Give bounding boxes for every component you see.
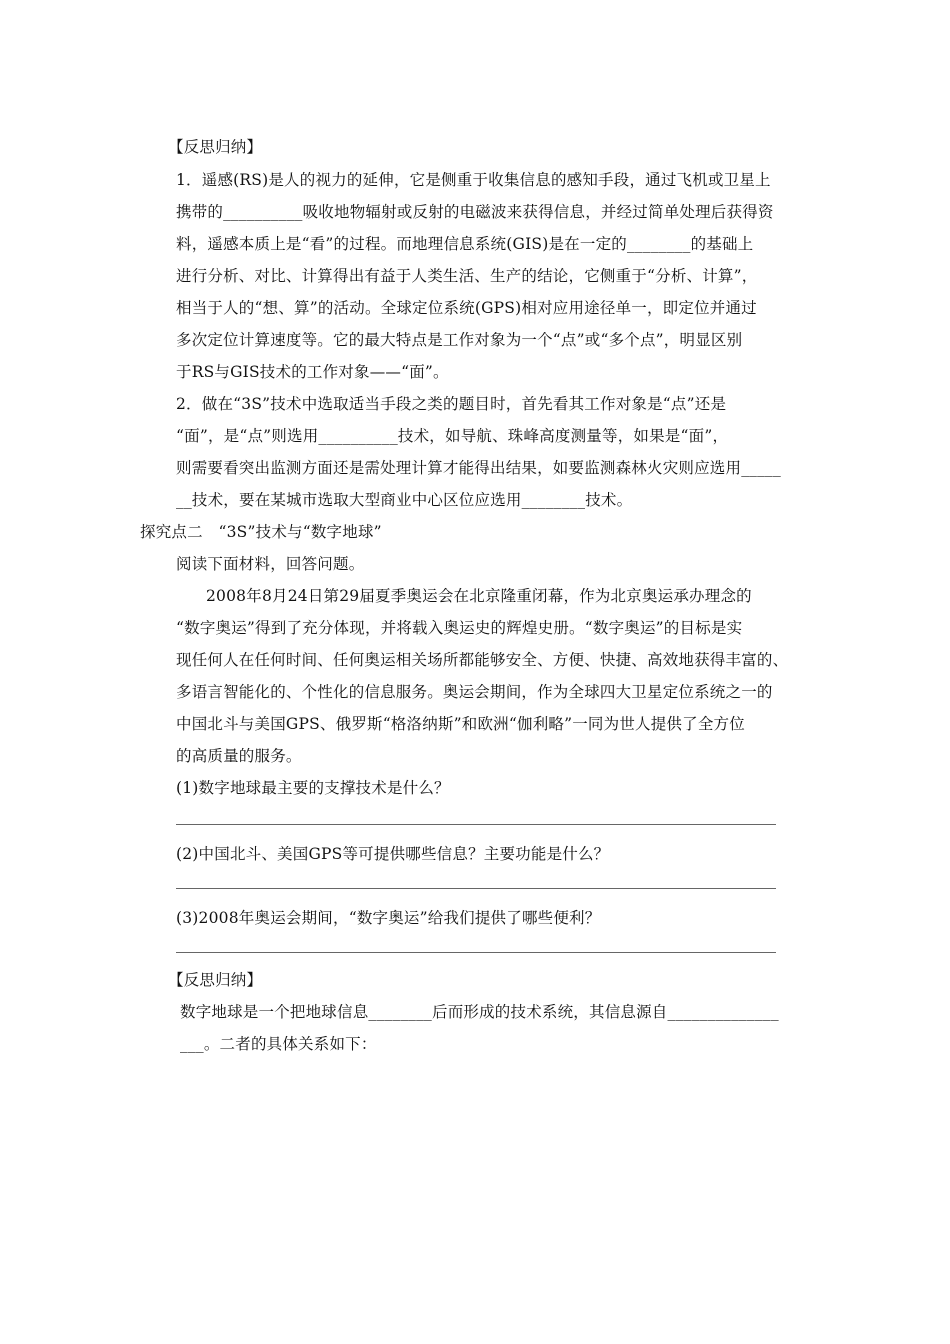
reflection-1-line-10: 则需要看突出监测方面还是需处理计算才能得出结果，如要监测森林火灾则应选用_____ bbox=[176, 459, 781, 477]
reflection-1-line-2: 携带的__________吸收地物辐射或反射的电磁波来获得信息，并经过简单处理后获得资 bbox=[176, 203, 774, 221]
reflection-1-line-7: 于RS与GIS技术的工作对象——“面”。 bbox=[176, 363, 449, 381]
material-line-2: “数字奥运”得到了充分体现，并将载入奥运史的辉煌史册。“数字奥运”的目标是实 bbox=[176, 619, 743, 637]
reflection-heading-1: 【反思归纳】 bbox=[168, 138, 263, 156]
reflection-heading-2: 【反思归纳】 bbox=[168, 971, 263, 989]
reflection-1-line-5: 相当于人的“想、算”的活动。全球定位系统(GPS)相对应用途径单一，即定位并通过 bbox=[176, 299, 757, 317]
question-1: (1)数字地球最主要的支撑技术是什么？ bbox=[176, 779, 450, 797]
reflection-1-line-3: 料，遥感本质上是“看”的过程。而地理信息系统(GIS)是在一定的________的基础上 bbox=[176, 235, 754, 253]
material-line-5: 中国北斗与美国GPS、俄罗斯“格洛纳斯”和欧洲“伽利略”一同为世人提供了全方位 bbox=[176, 715, 745, 733]
reading-instruction: 阅读下面材料，回答问题。 bbox=[176, 555, 365, 573]
answer-line-2[interactable] bbox=[176, 888, 776, 889]
question-3: (3)2008年奥运会期间，“数字奥运”给我们提供了哪些便利？ bbox=[176, 909, 601, 927]
material-line-1: 2008年8月24日第29届夏季奥运会在北京隆重闭幕，作为北京奥运承办理念的 bbox=[206, 587, 752, 605]
material-line-6: 的高质量的服务。 bbox=[176, 747, 302, 765]
reflection-1-line-6: 多次定位计算速度等。它的最大特点是工作对象为一个“点”或“多个点”，明显区别 bbox=[176, 331, 743, 349]
reflection-1-line-11: __技术，要在某城市选取大型商业中心区位应选用________技术。 bbox=[176, 491, 633, 509]
explore-point-title: 探究点二 “3S”技术与“数字地球” bbox=[140, 523, 382, 541]
reflection-2-line-1: 数字地球是一个把地球信息________后而形成的技术系统，其信息源自______________ bbox=[180, 1003, 779, 1021]
answer-line-1[interactable] bbox=[176, 824, 776, 825]
reflection-1-line-9: “面”，是“点”则选用__________技术，如导航、珠峰高度测量等，如果是“面”， bbox=[176, 427, 729, 445]
reflection-2-line-2: ___。二者的具体关系如下： bbox=[180, 1035, 377, 1053]
reflection-1-line-8: 2．做在“3S”技术中选取适当手段之类的题目时，首先看其工作对象是“点”还是 bbox=[176, 395, 727, 413]
reflection-1-line-4: 进行分析、对比、计算得出有益于人类生活、生产的结论，它侧重于“分析、计算”， bbox=[176, 267, 758, 285]
material-line-3: 现任何人在任何时间、任何奥运相关场所都能够安全、方便、快捷、高效地获得丰富的、 bbox=[176, 651, 789, 669]
question-2: (2)中国北斗、美国GPS等可提供哪些信息？主要功能是什么？ bbox=[176, 845, 610, 863]
answer-line-3[interactable] bbox=[176, 952, 776, 953]
material-line-4: 多语言智能化的、个性化的信息服务。奥运会期间，作为全球四大卫星定位系统之一的 bbox=[176, 683, 773, 701]
reflection-1-line-1: 1．遥感(RS)是人的视力的延伸，它是侧重于收集信息的感知手段，通过飞机或卫星上 bbox=[176, 171, 771, 189]
